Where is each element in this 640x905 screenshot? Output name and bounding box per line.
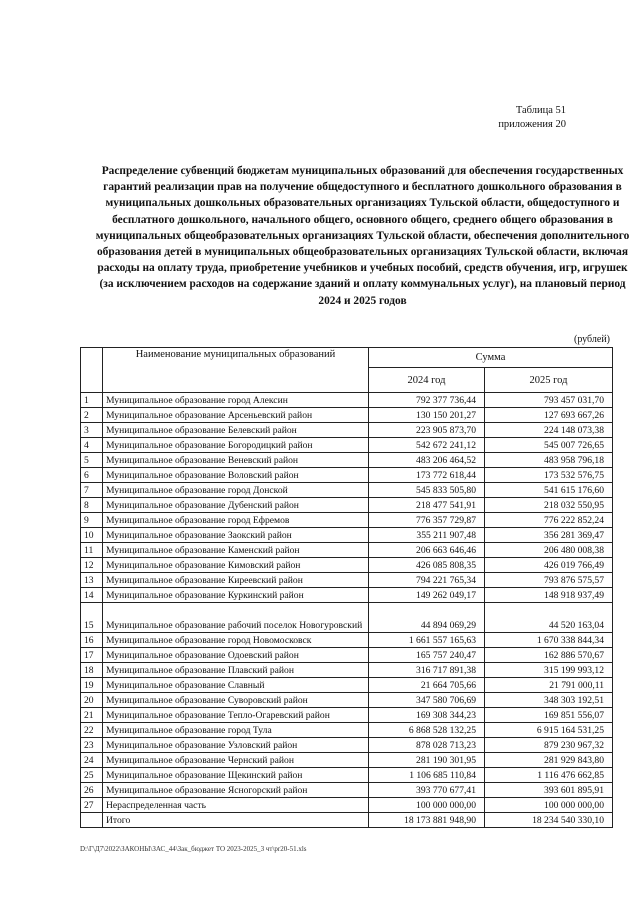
table-row (81, 483, 613, 498)
row-number: 27 (81, 798, 103, 813)
value-2024: 21 664 705,66 (369, 678, 485, 693)
row-name: Муниципальное образование город Новомосковск (103, 633, 369, 648)
value-2025: 1 670 338 844,34 (485, 633, 613, 648)
annex-number: приложения 20 (498, 119, 566, 130)
row-number: 6 (81, 468, 103, 483)
value-2025: 173 532 576,75 (485, 468, 613, 483)
table-row (81, 588, 613, 603)
header-name: Наименование муниципальных образований (103, 348, 369, 393)
row-name: Муниципальное образование Одоевский район (103, 648, 369, 663)
row-number: 26 (81, 783, 103, 798)
table-row (81, 663, 613, 678)
value-2024: 483 206 464,52 (369, 453, 485, 468)
value-2025: 100 000 000,00 (485, 798, 613, 813)
row-number: 13 (81, 573, 103, 588)
row-name: Муниципальное образование Богородицкий район (103, 438, 369, 453)
row-number: 23 (81, 738, 103, 753)
table-row (81, 738, 613, 753)
subvention-table (80, 347, 613, 828)
table-row (81, 708, 613, 723)
value-2025: 879 230 967,32 (485, 738, 613, 753)
value-2025: 776 222 852,24 (485, 513, 613, 528)
row-name: Муниципальное образование Тепло-Огаревский район (103, 708, 369, 723)
value-2025: 218 032 550,95 (485, 498, 613, 513)
row-number: 10 (81, 528, 103, 543)
row-number: 14 (81, 588, 103, 603)
row-name: Нераспределенная часть (103, 798, 369, 813)
row-name: Муниципальное образование Кимовский район (103, 558, 369, 573)
row-name: Муниципальное образование Каменский район (103, 543, 369, 558)
value-2025: 393 601 895,91 (485, 783, 613, 798)
row-name: Муниципальное образование рабочий поселок Новогуровский (103, 603, 369, 633)
row-number: 17 (81, 648, 103, 663)
value-2025: 356 281 369,47 (485, 528, 613, 543)
row-number: 19 (81, 678, 103, 693)
table-row (81, 603, 613, 633)
row-name: Муниципальное образование Дубенский район (103, 498, 369, 513)
row-name: Муниципальное образование Куркинский район (103, 588, 369, 603)
value-2025: 281 929 843,80 (485, 753, 613, 768)
value-2024: 794 221 765,34 (369, 573, 485, 588)
row-number: 20 (81, 693, 103, 708)
table-row (81, 783, 613, 798)
row-number: 2 (81, 408, 103, 423)
row-number: 1 (81, 393, 103, 408)
row-number: 24 (81, 753, 103, 768)
total-row (81, 813, 613, 828)
row-name: Муниципальное образование город Алексин (103, 393, 369, 408)
row-number: 8 (81, 498, 103, 513)
value-2025: 162 886 570,67 (485, 648, 613, 663)
header-2024: 2024 год (369, 368, 485, 393)
table-row (81, 723, 613, 738)
table-row (81, 633, 613, 648)
value-2025: 6 915 164 531,25 (485, 723, 613, 738)
header-number (81, 348, 103, 393)
value-2024: 223 905 873,70 (369, 423, 485, 438)
table-row (81, 423, 613, 438)
value-2024: 393 770 677,41 (369, 783, 485, 798)
value-2024: 281 190 301,95 (369, 753, 485, 768)
row-name: Итого (103, 813, 369, 828)
row-name: Муниципальное образование город Ефремов (103, 513, 369, 528)
table-row (81, 513, 613, 528)
value-2024: 316 717 891,38 (369, 663, 485, 678)
table-row (81, 678, 613, 693)
value-2024: 44 894 069,29 (369, 603, 485, 633)
table-row (81, 408, 613, 423)
header-sum: Сумма (369, 348, 613, 368)
row-name: Муниципальное образование Славный (103, 678, 369, 693)
row-number: 15 (81, 603, 103, 633)
table-row (81, 498, 613, 513)
value-2025: 127 693 667,26 (485, 408, 613, 423)
value-2024: 149 262 049,17 (369, 588, 485, 603)
row-name: Муниципальное образование Щекинский район (103, 768, 369, 783)
document-title: Распределение субвенций бюджетам муниципальных образований для обеспечения государственных гарантий реализации прав на получение общедоступного и бесплатного дошкольного образования в муниципальных дошкольных образовательных организациях Тульской области, общедоступного и бесплатного дошкольного, начального общего, основного общего, среднего общего образования в муниципальных общеобразовательных организациях Тульской области, обеспечения дополнительного образования детей в муниципальных общеобразовательных организациях Тульской области, включая расходы на оплату труда, приобретение учебников и учебных пособий, средств обучения, игр, игрушек (за исключением расходов на содержание зданий и оплату коммунальных услуг), на плановый период 2024 и 2025 годов (95, 165, 630, 307)
value-2024: 18 173 881 948,90 (369, 813, 485, 828)
table-row (81, 753, 613, 768)
value-2024: 545 833 505,80 (369, 483, 485, 498)
table-row (81, 693, 613, 708)
value-2025: 169 851 556,07 (485, 708, 613, 723)
value-2025: 426 019 766,49 (485, 558, 613, 573)
value-2024: 355 211 907,48 (369, 528, 485, 543)
units-label: (рублей) (573, 334, 610, 345)
annex-label (470, 104, 566, 132)
value-2024: 426 085 808,35 (369, 558, 485, 573)
row-number: 3 (81, 423, 103, 438)
row-number: 18 (81, 663, 103, 678)
table-row (81, 453, 613, 468)
file-path-footer: D:\Г\Д7\2022\ЗАКОНЫ\ЗАС_44\Зак_бюджет ТО 2023-2025_3 чт\pr20-51.xls (80, 845, 307, 853)
value-2025: 545 007 726,65 (485, 438, 613, 453)
value-2024: 218 477 541,91 (369, 498, 485, 513)
row-name: Муниципальное образование Веневский район (103, 453, 369, 468)
row-name: Муниципальное образование Воловский район (103, 468, 369, 483)
row-name: Муниципальное образование Киреевский район (103, 573, 369, 588)
row-number: 7 (81, 483, 103, 498)
row-name: Муниципальное образование Заокский район (103, 528, 369, 543)
value-2024: 347 580 706,69 (369, 693, 485, 708)
value-2024: 776 357 729,87 (369, 513, 485, 528)
row-name: Муниципальное образование Суворовский район (103, 693, 369, 708)
value-2025: 148 918 937,49 (485, 588, 613, 603)
table-row (81, 468, 613, 483)
table-row (81, 558, 613, 573)
value-2025: 21 791 000,11 (485, 678, 613, 693)
value-2024: 6 868 528 132,25 (369, 723, 485, 738)
value-2025: 44 520 163,04 (485, 603, 613, 633)
row-name: Муниципальное образование Ясногорский район (103, 783, 369, 798)
row-number: 11 (81, 543, 103, 558)
value-2024: 100 000 000,00 (369, 798, 485, 813)
row-number (81, 813, 103, 828)
value-2025: 18 234 540 330,10 (485, 813, 613, 828)
row-name: Муниципальное образование Белевский район (103, 423, 369, 438)
table-row (81, 543, 613, 558)
table-row (81, 648, 613, 663)
row-number: 16 (81, 633, 103, 648)
value-2024: 792 377 736,44 (369, 393, 485, 408)
value-2024: 130 150 201,27 (369, 408, 485, 423)
value-2024: 878 028 713,23 (369, 738, 485, 753)
value-2024: 1 661 557 165,63 (369, 633, 485, 648)
value-2025: 483 958 796,18 (485, 453, 613, 468)
table-row (81, 798, 613, 813)
table-row (81, 768, 613, 783)
row-number: 12 (81, 558, 103, 573)
row-number: 22 (81, 723, 103, 738)
row-name: Муниципальное образование Плавский район (103, 663, 369, 678)
value-2024: 169 308 344,23 (369, 708, 485, 723)
table-row (81, 573, 613, 588)
value-2025: 1 116 476 662,85 (485, 768, 613, 783)
row-name: Муниципальное образование город Донской (103, 483, 369, 498)
row-number: 21 (81, 708, 103, 723)
table-row (81, 393, 613, 408)
row-number: 5 (81, 453, 103, 468)
value-2024: 542 672 241,12 (369, 438, 485, 453)
row-number: 25 (81, 768, 103, 783)
table-number: Таблица 51 (515, 105, 566, 116)
value-2024: 1 106 685 110,84 (369, 768, 485, 783)
row-number: 4 (81, 438, 103, 453)
table-row (81, 528, 613, 543)
row-number: 9 (81, 513, 103, 528)
row-name: Муниципальное образование Чернский район (103, 753, 369, 768)
row-name: Муниципальное образование город Тула (103, 723, 369, 738)
header-2025: 2025 год (485, 368, 613, 393)
value-2024: 165 757 240,47 (369, 648, 485, 663)
value-2025: 541 615 176,60 (485, 483, 613, 498)
value-2024: 206 663 646,46 (369, 543, 485, 558)
value-2025: 348 303 192,51 (485, 693, 613, 708)
value-2025: 793 457 031,70 (485, 393, 613, 408)
value-2025: 793 876 575,57 (485, 573, 613, 588)
value-2025: 206 480 008,38 (485, 543, 613, 558)
row-name: Муниципальное образование Арсеньевский район (103, 408, 369, 423)
value-2024: 173 772 618,44 (369, 468, 485, 483)
value-2025: 224 148 073,38 (485, 423, 613, 438)
value-2025: 315 199 993,12 (485, 663, 613, 678)
row-name: Муниципальное образование Узловский район (103, 738, 369, 753)
table-row (81, 438, 613, 453)
